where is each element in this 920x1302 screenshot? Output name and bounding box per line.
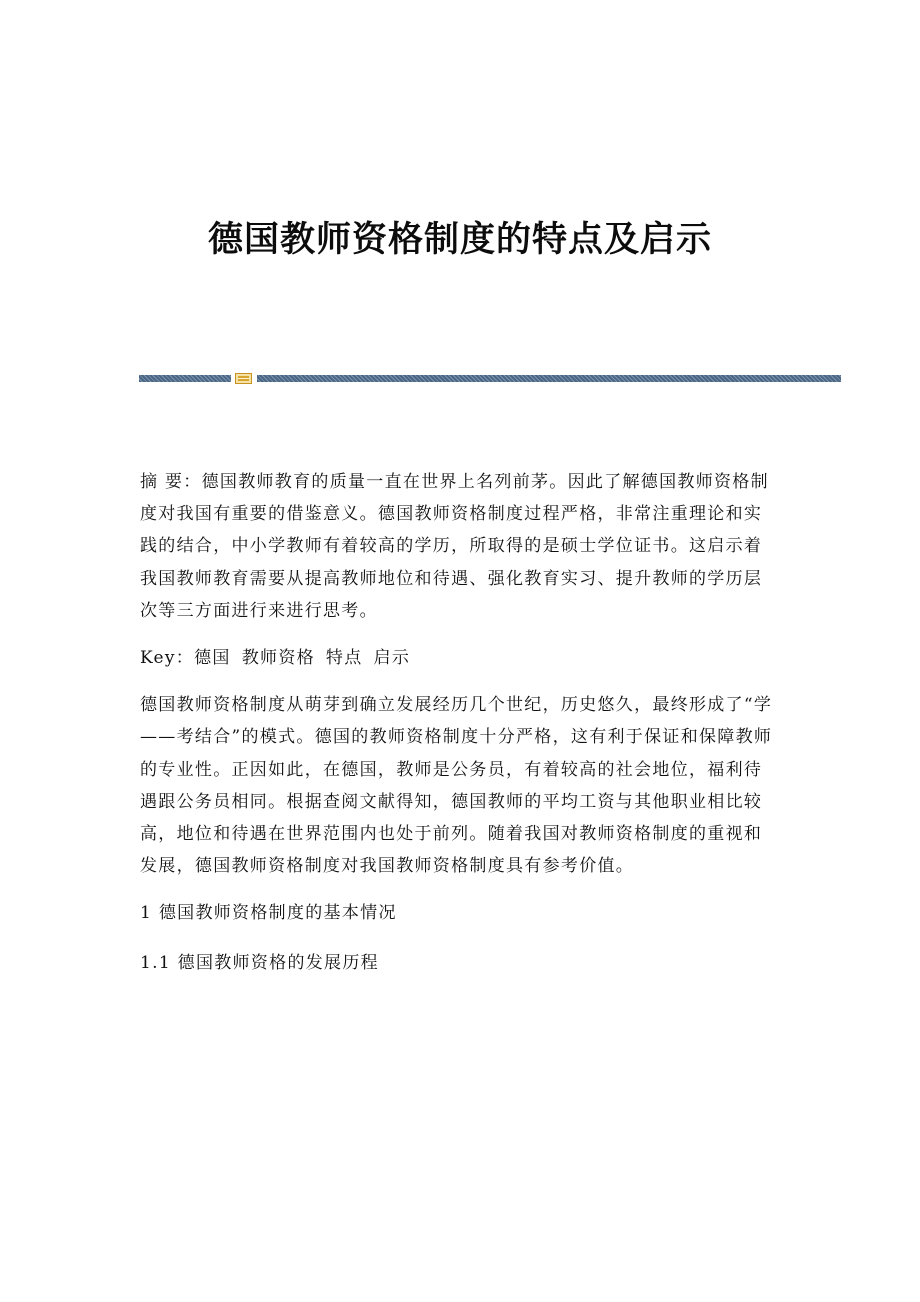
- abstract-label: 摘 要：: [140, 472, 202, 492]
- abstract-paragraph: [140, 466, 780, 627]
- title-divider: [139, 373, 841, 383]
- divider-bar-left: [139, 375, 231, 382]
- section-title: 德国教师资格的发展历程: [177, 952, 379, 973]
- document-title: 德国教师资格制度的特点及启示: [207, 220, 712, 260]
- keyword: 特点: [325, 648, 363, 669]
- divider-bar-right: [257, 375, 841, 382]
- keywords-line: [140, 642, 780, 674]
- keyword: 教师资格: [241, 648, 315, 669]
- intro-paragraph: 德国教师资格制度从萌芽到确立发展经历几个世纪，历史悠久，最终形成了“学——考结合”的模式。德国的教师资格制度十分严格，这有利于保证和保障教师的专业性。正因如此，在德国，教师是公务员，有着较高的社会地位，福利待遇跟公务员相同。根据查阅文献得知，德国教师的平均工资与其他职业相比较高，地位和待遇在世界范围内也处于前列。随着我国对教师资格制度的重视和发展，德国教师资格制度对我国教师资格制度具有参考价值。: [140, 695, 773, 877]
- divider-ornament-icon: [235, 373, 252, 384]
- section-number: 1: [140, 903, 153, 924]
- keyword: 启示: [373, 648, 411, 669]
- keywords-label: Key：: [140, 648, 195, 669]
- section-number: 1.1: [140, 952, 171, 973]
- document-body: [140, 466, 780, 996]
- section-title: 德国教师资格制度的基本情况: [158, 903, 397, 924]
- keyword: 德国: [194, 648, 231, 669]
- section-heading: [140, 897, 780, 929]
- abstract-text: 德国教师教育的质量一直在世界上名列前茅。因此了解德国教师资格制度对我国有重要的借鉴意义。德国教师资格制度过程严格，非常注重理论和实践的结合，中小学教师有着较高的学历，所取得的是硕士学位证书。这启示着我国教师教育需要从提高教师地位和待遇、强化教育实习、提升教师的学历层次等三方面进行来进行思考。: [140, 472, 769, 621]
- subsection-heading: [140, 947, 780, 979]
